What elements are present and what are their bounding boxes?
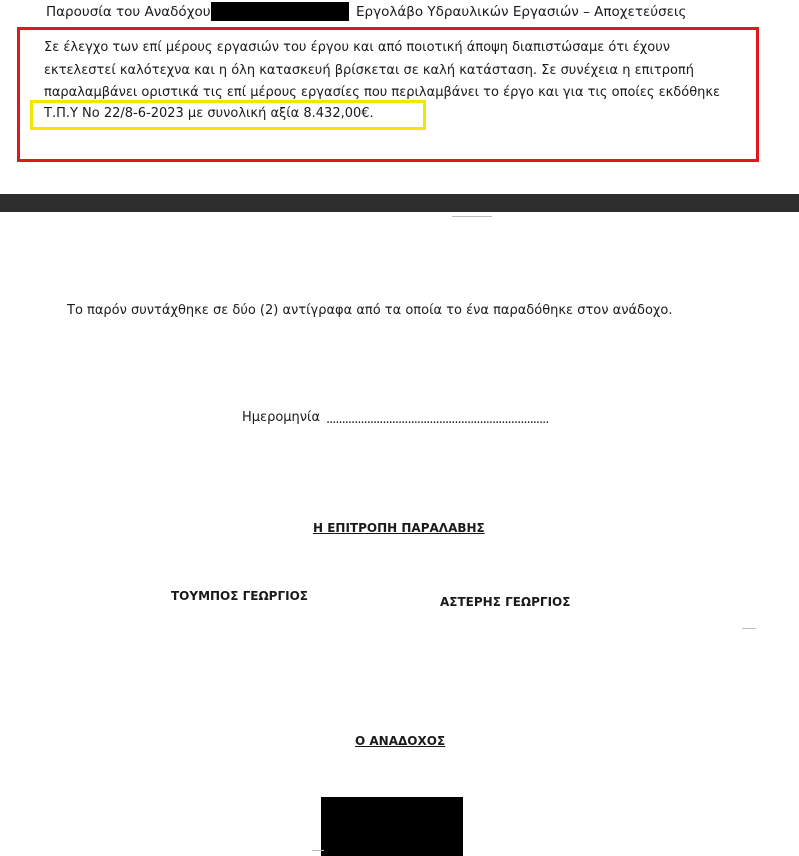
committee-member-1: ΤΟΥΜΠΟΣ ΓΕΩΡΓΙΟΣ — [171, 589, 308, 603]
scan-mark — [452, 216, 492, 217]
paragraph-line-3: παραλαμβάνει οριστικά τις επί μέρους εργασίες που περιλαμβάνει το έργο και για τις οποίες εκδόθηκε — [44, 85, 721, 100]
page-divider — [0, 194, 799, 212]
contractor-trade-text: Εργολάβο Υδραυλικών Εργασιών – Αποχετεύσεις — [356, 4, 687, 20]
date-dots: ....................................................................... — [326, 412, 549, 427]
date-label: Ημερομηνία — [242, 410, 321, 425]
copies-statement: Το παρόν συντάχθηκε σε δύο (2) αντίγραφα από τα οποία το ένα παραδόθηκε στον ανάδοχο. — [67, 303, 673, 318]
scan-mark — [742, 628, 756, 629]
redaction-box-contractor-name — [211, 2, 349, 21]
committee-member-2: ΑΣΤΕΡΗΣ ΓΕΩΡΓΙΟΣ — [440, 595, 571, 609]
paragraph-line-2: εκτελεστεί καλότεχνα και η όλη κατασκευή βρίσκεται σε καλή κατάσταση. Σε συνέχεια η επιτροπή — [44, 63, 694, 78]
paragraph-line-1: Σε έλεγχο των επί μέρους εργασιών του έργου και από ποιοτική άποψη διαπιστώσαμε ότι έχουν — [44, 40, 671, 55]
paragraph-line-4-invoice: Τ.Π.Υ Νο 22/8-6-2023 με συνολική αξία 8.432,00€. — [44, 106, 374, 121]
committee-heading: Η ΕΠΙΤΡΟΠΗ ΠΑΡΑΛΑΒΗΣ — [313, 521, 485, 535]
contractor-presence-label: Παρουσία του Αναδόχου — [46, 4, 211, 20]
scan-mark — [312, 850, 324, 851]
contractor-heading: Ο ΑΝΑΔΟΧΟΣ — [355, 734, 446, 748]
redaction-box-contractor-signature — [321, 797, 463, 856]
